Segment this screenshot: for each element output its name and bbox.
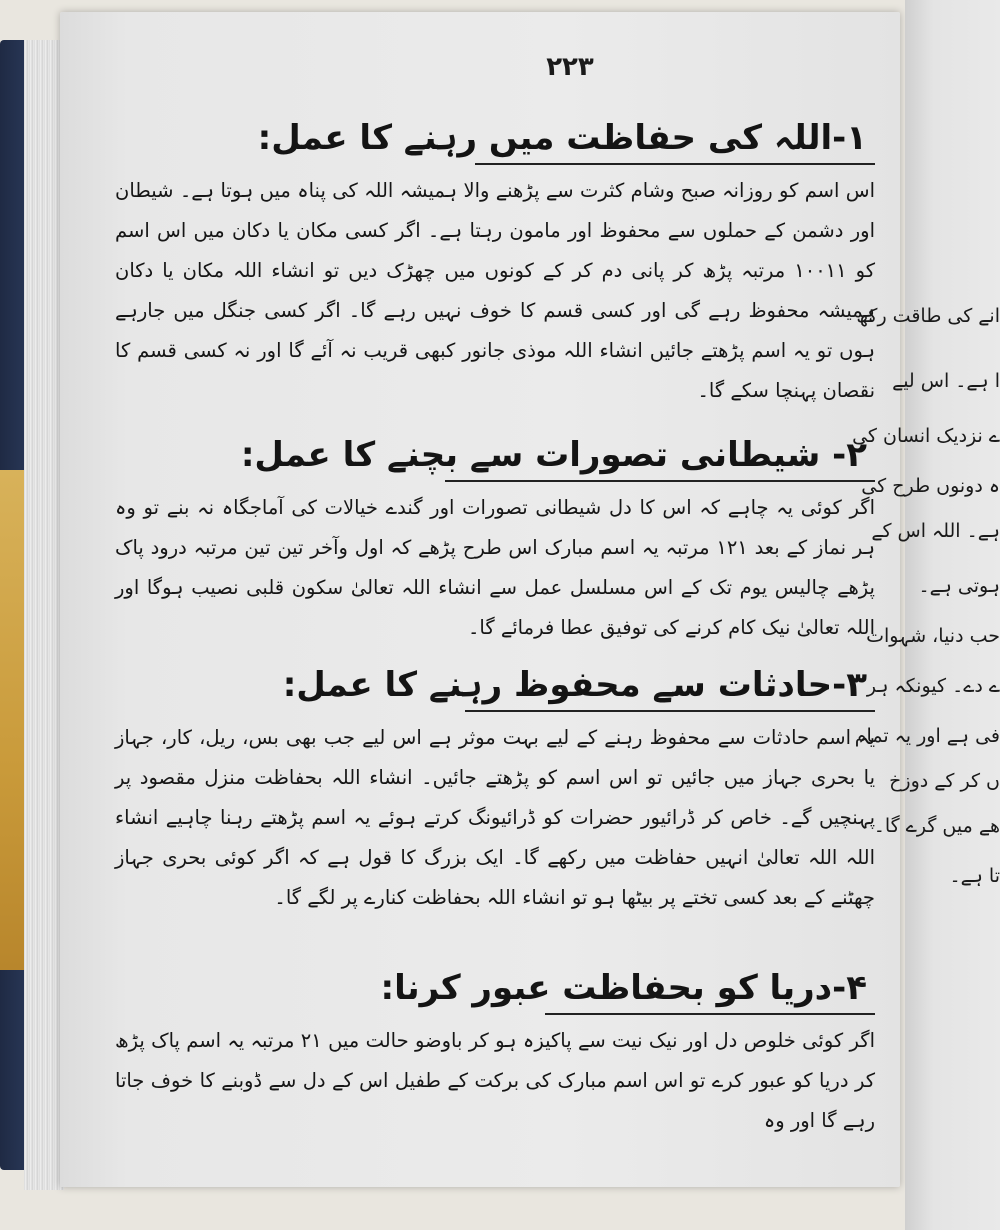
section-body: اگر کوئی خلوص دل اور نیک نیت سے پاکیزہ ہو کر باوضو حالت میں ۲۱ مرتبہ یہ اسم پاک پڑھ کر دریا کو عبور کرے تو اس اسم مبارک کی برکت کے طفیل اس کے دل سے ڈوبنے کا خوف جاتا رہے گا اور وہ (115, 1028, 875, 1132)
adjacent-text-line: تا ہے۔ (949, 865, 1000, 887)
adjacent-page (852, 0, 1000, 1230)
section-body: یہ اسم حادثات سے محفوظ رہنے کے لیے بہت موثر ہے اس لیے جب بھی بس، ریل، کار، جہاز یا بحری جہاز میں جائیں تو اس اسم کو پڑھتے جائیں۔ انشاء اللہ بحفاظت منزل مقصود پر پہنچیں گے۔ خاص کر ڈرائیور حضرات کو ڈرائیونگ کرتے ہوئے یہ اسم پڑھتے رہنا چاہیے انشاء اللہ اللہ تعالیٰ انہیں حفاظت میں رکھے گا۔ ایک بزرگ کا قول ہے کہ اگر کوئی بحری جہاز چھٹنے کے بعد کسی تختے پر بیٹھا ہو تو انشاء اللہ بحفاظت کنارے پر لگے گا۔ (115, 725, 875, 909)
section-body: اس اسم کو روزانہ صبح وشام کثرت سے پڑھنے والا ہمیشہ اللہ کی پناہ میں ہوتا ہے۔ شیطان اور دشمن کے حملوں سے محفوظ اور مامون رہتا ہے۔ اگر کسی مکان یا دکان میں اس اسم کو ۱۰۰۱۱ مرتبہ پڑھ کر پانی دم کر کے کونوں میں چھڑک دیں تو انشاء اللہ مکان یا دکان ہمیشہ محفوظ رہے گی اور کسی قسم کا خوف نہیں رہے گا۔ اگر کسی جنگل میں جارہے ہوں تو یہ اسم پڑھتے جائیں انشاء اللہ موذی جانور کبھی قریب نہ آئے گا اور نہ کسی قسم کا نقصان پہنچا سکے گا۔ (115, 178, 875, 402)
heading-rule (445, 480, 875, 482)
section-1 (115, 118, 875, 411)
adjacent-text-line: ں کر کے دوزخ (889, 770, 1000, 792)
page-number: ۲۲۳ (546, 52, 594, 82)
adjacent-text-line: ے دے۔ کیونکہ ہر (866, 675, 1000, 697)
adjacent-text-line: انے کی طاقت رکھ (856, 305, 1000, 327)
adjacent-text-line: ھے میں گرے گا۔ (873, 815, 1000, 837)
adjacent-text-line: ہے۔ اللہ اس کے (871, 520, 1000, 542)
heading-rule (465, 710, 875, 712)
section-body: اگر کوئی یہ چاہے کہ اس کا دل شیطانی تصورات اور گندے خیالات کی آماجگاہ نہ بنے تو وہ ہر نماز کے بعد ۱۲۱ مرتبہ یہ اسم مبارک اس طرح پڑھے کہ اول وآخر تین تین مرتبہ درود پاک پڑھے چالیس یوم تک کے اس مسلسل عمل سے انشاء اللہ تعالیٰ سکون قلبی نصیب ہوگا اور اللہ تعالیٰ نیک کام کرنے کی توفیق عطا فرمائے گا۔ (115, 495, 876, 639)
heading-rule (545, 1013, 875, 1015)
section-heading: ۲- شیطانی تصورات سے بچنے کا عمل: (240, 435, 867, 475)
section-3 (115, 665, 875, 918)
section-heading: ۳-حادثات سے محفوظ رہنے کا عمل: (282, 665, 867, 705)
section-heading: ۴-دریا کو بحفاظت عبور کرنا: (380, 968, 867, 1008)
adjacent-text-line: ہوتی ہے۔ (918, 575, 1000, 597)
adjacent-text-line: ے نزدیک انسان کی (852, 425, 1000, 447)
section-4 (115, 968, 875, 1141)
section-2 (115, 435, 875, 648)
adjacent-text-line: فی ہے اور یہ تمام (854, 725, 1000, 747)
section-heading: ۱-اللہ کی حفاظت میں رہنے کا عمل: (257, 118, 867, 158)
adjacent-text-line: ہ دونوں طرح کی (861, 475, 1000, 497)
heading-rule (475, 163, 875, 165)
adjacent-text-line: ا ہے۔ اس لیے (892, 370, 1000, 392)
page-edges (24, 40, 64, 1190)
adjacent-text-line: حب دنیا، شہوات (866, 625, 1000, 647)
